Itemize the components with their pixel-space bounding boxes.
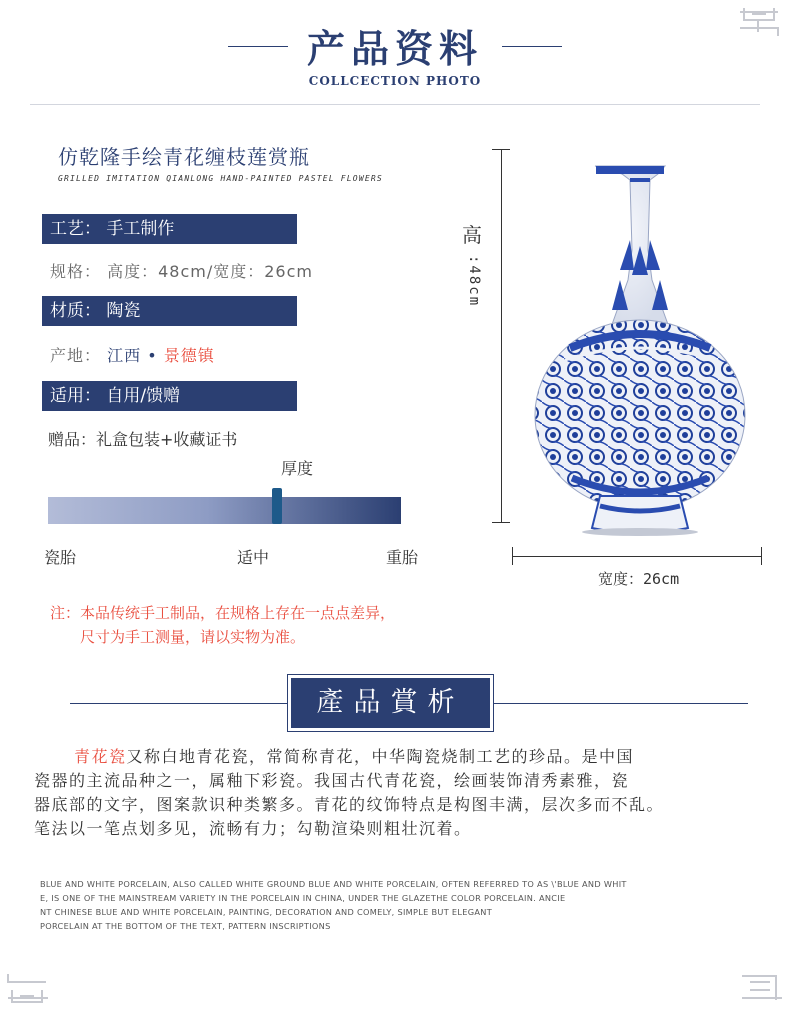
section-rule-right: [490, 703, 748, 704]
appreciation-description: [34, 745, 759, 841]
thickness-left-label: 瓷胎: [44, 548, 77, 567]
en-line: BLUE AND WHITE PORCELAIN, ALSO CALLED WHITE GROUND BLUE AND WHITE PORCELAIN, OFTEN REFERRED TO AS \'BLUE AND WHIT: [40, 879, 627, 889]
vase-image: [520, 160, 760, 540]
note-line-1: 注：本品传统手工制品，在规格上存在一点点差异，: [50, 604, 396, 622]
page-title: 产品资料: [306, 26, 483, 71]
thickness-gradient-bar: [48, 497, 401, 524]
origin-dot: •: [147, 346, 158, 365]
size-note: [50, 601, 395, 649]
width-dimension-line: [512, 556, 762, 557]
en-line: E, IS ONE OF THE MAINSTREAM VARIETY IN THE PORCELAIN IN CHINA, UNDER THE GLAZETHE COLOR PORCELAIN. ANCIE: [40, 893, 566, 903]
corner-fret-ornament: [6, 972, 50, 1004]
width-tick-right: [761, 547, 762, 565]
thickness-mid-label: 适中: [237, 548, 270, 567]
thickness-label: 厚度: [281, 459, 314, 478]
desc-line-1: 又称白地青花瓷，常简称青花，中华陶瓷烧制工艺的珍品。是中国: [126, 747, 635, 766]
origin-label: 产地：: [50, 346, 102, 365]
size-spec: 规格： 高度：48cm/宽度：26cm: [50, 262, 313, 281]
section-rule-left: [70, 703, 291, 704]
height-dimension-line: [501, 149, 502, 522]
height-tick-top: [492, 149, 510, 150]
corner-fret-ornament: [740, 972, 784, 1004]
thickness-marker: [272, 488, 282, 524]
en-line: PORCELAIN AT THE BOTTOM OF THE TEXT, PATTERN INSCRIPTIONS: [40, 921, 331, 931]
origin-province: 江西: [107, 346, 142, 365]
craft-bar: 工艺： 手工制作: [42, 214, 297, 244]
origin-spec: [50, 343, 215, 366]
desc-line-4: 笔法以一笔点划多见，流畅有力；勾勒渲染则粗壮沉着。: [34, 819, 472, 838]
height-label: 高: [462, 223, 482, 247]
height-tick-bottom: [492, 522, 510, 523]
header-divider: [30, 104, 760, 105]
usage-bar: 适用： 自用/馈赠: [42, 381, 297, 411]
desc-line-2: 瓷器的主流品种之一，属釉下彩瓷。我国古代青花瓷，绘画装饰清秀素雅，瓷: [34, 771, 630, 790]
material-bar: 材质： 陶瓷: [42, 296, 297, 326]
page-subtitle: COLLCECTION PHOTO: [308, 74, 482, 88]
desc-line-3: 器底部的文字，图案款识种类繁多。青花的纹饰特点是构图丰满，层次多而不乱。: [34, 795, 665, 814]
width-tick-left: [512, 547, 513, 565]
appreciation-title: 產品賞析: [291, 678, 490, 728]
product-name-english: GRILLED IMITATION QIANLONG HAND-PAINTED PASTEL FLOWERS: [58, 174, 383, 183]
origin-city: 景德镇: [163, 346, 215, 365]
note-line-2: 尺寸为手工测量，请以实物为准。: [80, 628, 306, 646]
en-line: NT CHINESE BLUE AND WHITE PORCELAIN, PAINTING, DECORATION AND COMELY, SIMPLE BUT ELEGANT: [40, 907, 492, 917]
highlight-term: 青花瓷: [74, 747, 127, 766]
english-description: [40, 877, 740, 933]
thickness-right-label: 重胎: [386, 548, 419, 567]
gift-info: 赠品：礼盒包装+收藏证书: [48, 430, 238, 449]
width-label: 宽度：26cm: [598, 570, 680, 588]
height-value: :48cm: [466, 255, 482, 308]
product-name: 仿乾隆手绘青花缠枝莲赏瓶: [58, 145, 310, 169]
